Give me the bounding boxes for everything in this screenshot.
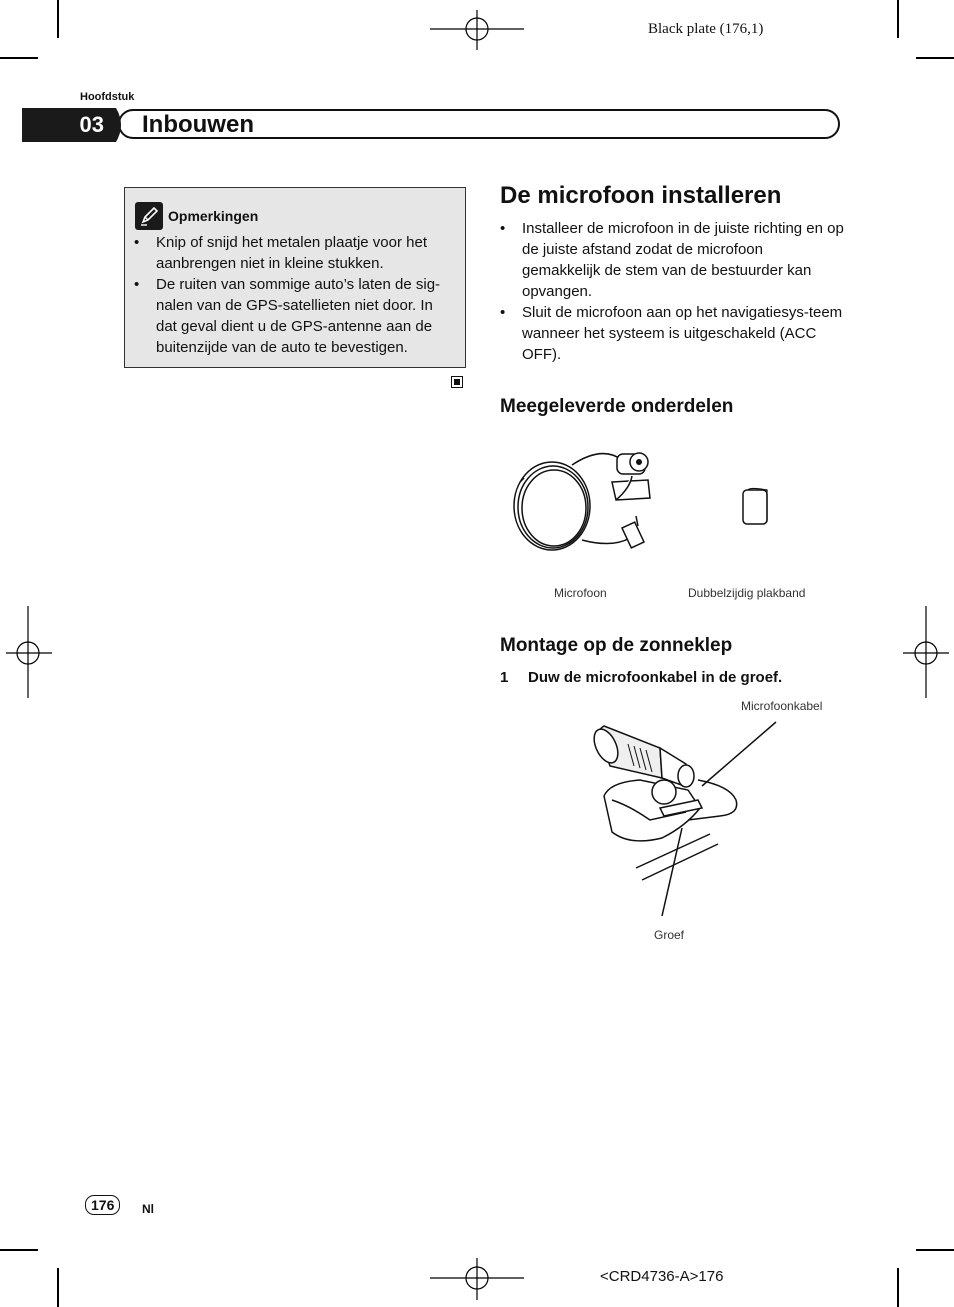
step-text: Duw de microfoonkabel in de groef.	[528, 669, 783, 686]
page-number: 176	[85, 1195, 120, 1215]
mounting-diagram	[590, 716, 790, 926]
tape-illustration	[740, 486, 772, 528]
registration-mark-top	[430, 10, 524, 50]
crop-mark	[897, 1268, 899, 1307]
notes-heading-text: Opmerkingen	[168, 208, 259, 224]
notes-heading	[135, 202, 258, 230]
list-item: • De ruiten van sommige auto’s laten de sig-nalen van de GPS-satellieten niet door. In dat geval dient u de GPS-antenne aan de buitenzijde van de auto te bevestigen.	[156, 274, 456, 358]
crop-mark	[897, 0, 899, 38]
list-item: • Sluit de microfoon aan op het navigatiesys-teem wanneer het systeem is uitgeschakeld (ACC OFF).	[522, 302, 844, 365]
microphone-caption: Microfoon	[554, 586, 607, 600]
job-code: <CRD4736-A>176	[600, 1268, 724, 1285]
callout-groove: Groef	[654, 928, 685, 942]
plate-text: Black plate (176,1)	[648, 21, 764, 37]
crop-mark	[0, 1249, 38, 1251]
callout-cable: Microfoonkabel	[741, 699, 823, 713]
chapter-number-tab: 03	[22, 108, 112, 142]
section-bullets	[522, 218, 844, 365]
chapter-title: Inbouwen	[142, 111, 254, 138]
pencil-icon	[135, 202, 163, 230]
microphone-illustration	[512, 440, 662, 560]
section-end-mark	[451, 376, 463, 388]
notes-list	[156, 232, 456, 358]
step-number: 1	[500, 669, 509, 686]
crop-mark	[57, 0, 59, 38]
chapter-label: Hoofdstuk	[80, 91, 135, 103]
registration-mark-bottom	[430, 1258, 524, 1300]
language-code: Nl	[142, 1202, 154, 1216]
registration-mark-right	[903, 606, 949, 698]
crop-mark	[57, 1268, 59, 1307]
registration-mark-left	[6, 606, 52, 698]
tape-caption: Dubbelzijdig plakband	[688, 586, 806, 600]
section-title: De microfoon installeren	[500, 182, 782, 209]
crop-mark	[916, 1249, 954, 1251]
mounting-title: Montage op de zonneklep	[500, 635, 733, 656]
parts-title: Meegeleverde onderdelen	[500, 396, 734, 417]
crop-mark	[0, 57, 38, 59]
list-item: • Knip of snijd het metalen plaatje voor het aanbrengen niet in kleine stukken.	[156, 232, 456, 274]
crop-mark	[916, 57, 954, 59]
notes-box	[124, 187, 466, 368]
list-item: • Installeer de microfoon in de juiste richting en op de juiste afstand zodat de microfoon gemakkelijk de stem van de bestuurder kan opvangen.	[522, 218, 844, 302]
